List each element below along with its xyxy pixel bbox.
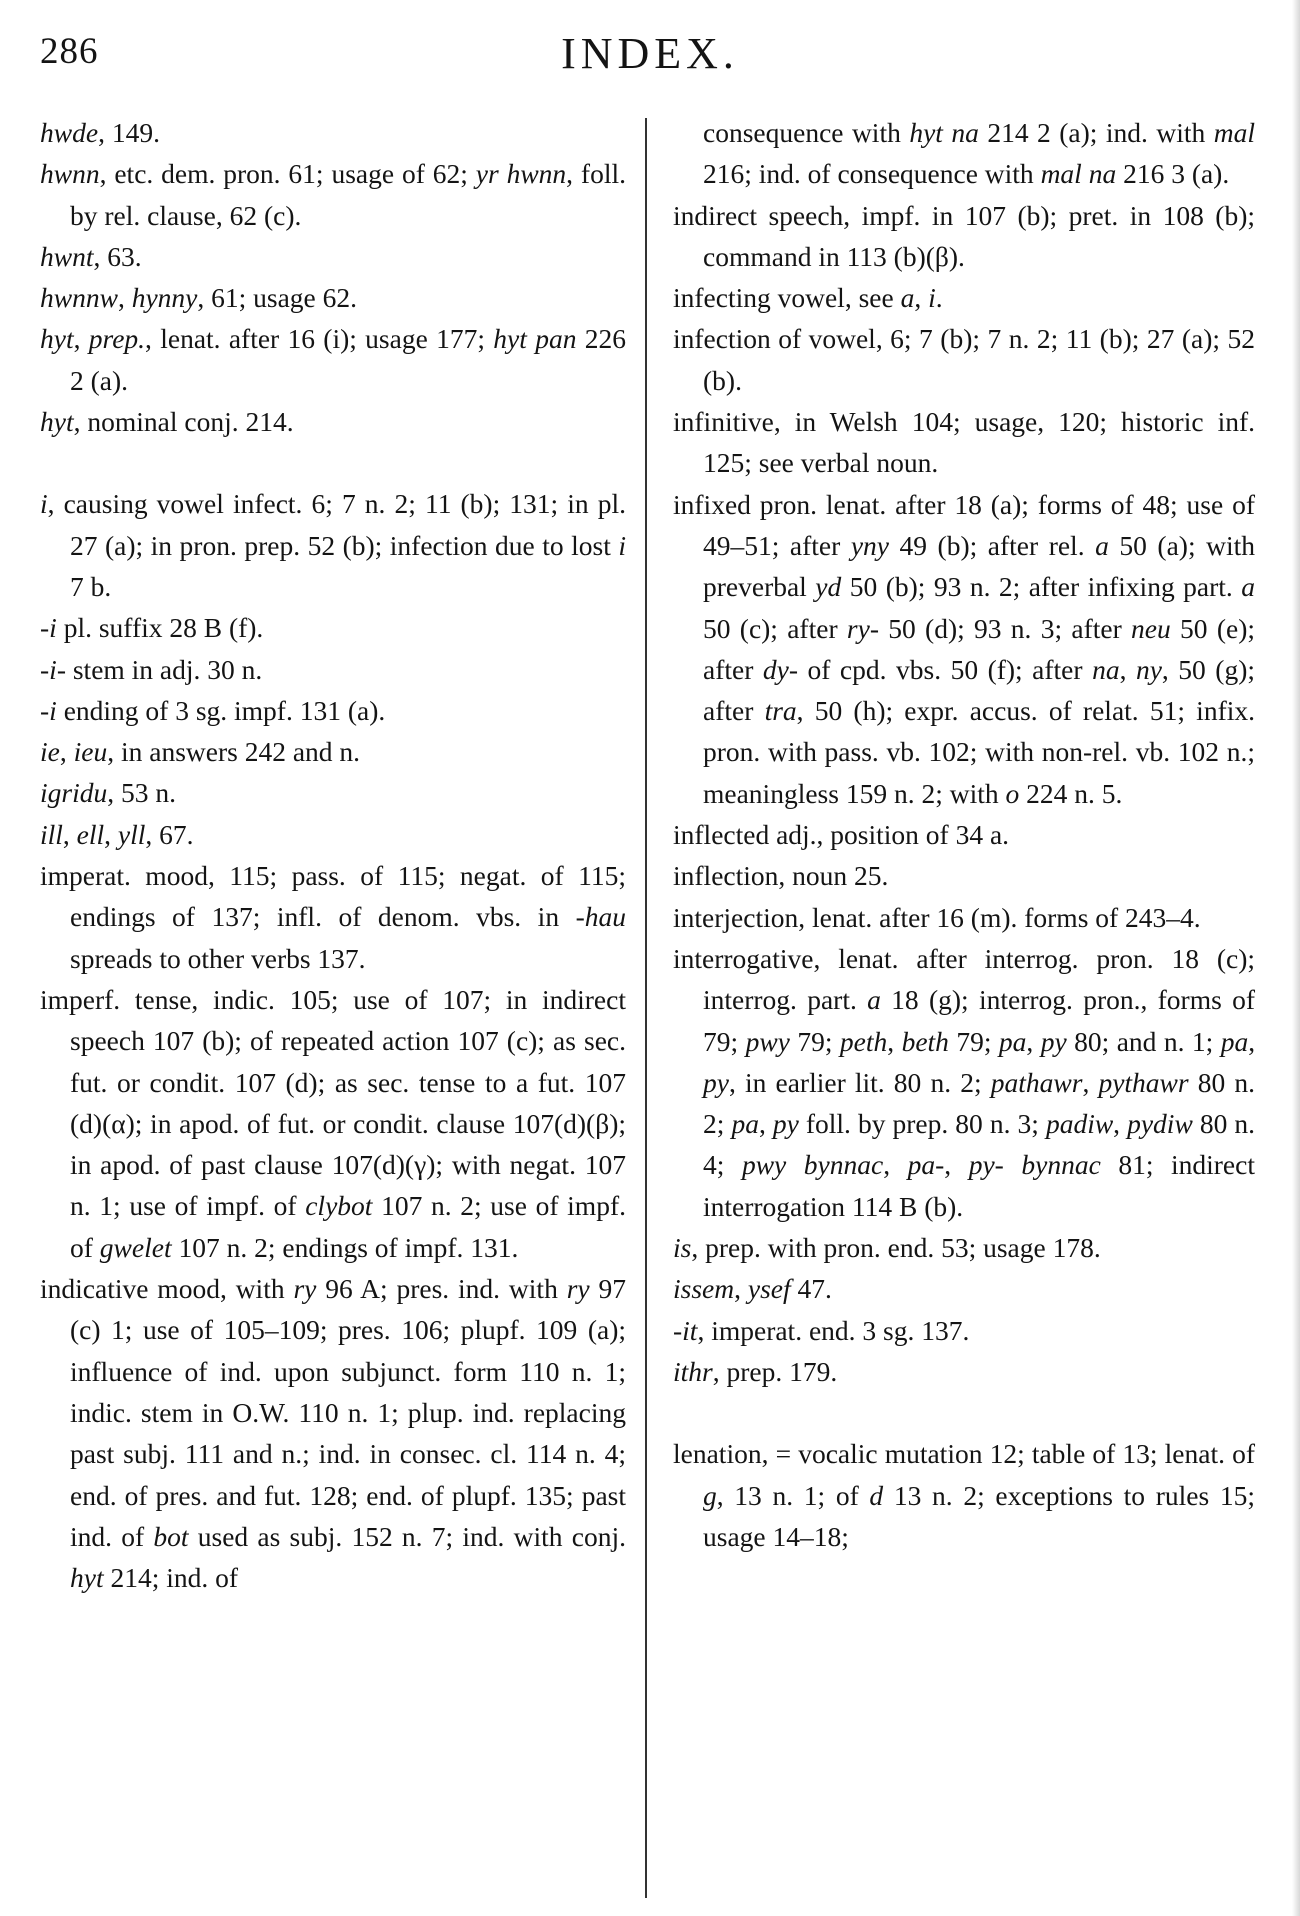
index-entry: inflection, noun 25.	[673, 860, 889, 892]
index-entry: -it, imperat. end. 3 sg. 137.	[673, 1314, 970, 1346]
index-entry: imperf. tense, indic. 105; use of 107; in indirect speech 107 (b); of repeated action 107 (c); as sec. fut. or condit. 107 (d); as sec. tense to a fut. 107 (d)(α); in apod. of fut. or condit. clause 107(d)(β); in apod. of past clause 107(d)(γ); with negat. 107 n. 1; use of impf. of clybot 107 n. 2; use of impf. of gwelet 107 n. 2; endings of impf. 131.	[40, 983, 626, 1263]
index-entry: lenation, = vocalic mutation 12; table of 13; lenat. of g, 13 n. 1; of d 13 n. 2; exceptions to rules 15; usage 14–18;	[673, 1438, 1255, 1552]
index-entry: interrogative, lenat. after interrog. pron. 18 (c); interrog. part. a 18 (g); interrog. pron., forms of 79; pwy 79; peth, beth 79; pa, py 80; and n. 1; pa, py, in earlier lit. 80 n. 2; pathawr, pythawr 80 n. 2; pa, py foll. by prep. 80 n. 3; padiw, pydiw 80 n. 4; pwy bynnac, pa-, py- bynnac 81; indirect interrogation 114 B (b).	[673, 942, 1256, 1222]
index-entry: ithr, prep. 179.	[673, 1355, 838, 1387]
index-entry: hyt, prep., lenat. after 16 (i); usage 177; hyt pan 226 2 (a).	[40, 323, 626, 396]
index-entry: igridu, 53 n.	[40, 777, 176, 809]
index-entry: interjection, lenat. after 16 (m). forms of 243–4.	[673, 901, 1201, 933]
index-entry: inflected adj., position of 34 a.	[673, 819, 1010, 851]
index-entry: hyt, nominal conj. 214.	[40, 406, 294, 438]
index-entry: infixed pron. lenat. after 18 (a); forms of 48; use of 49–51; after yny 49 (b); after rel. a 50 (a); with preverbal yd 50 (b); 93 n. 2; after infixing part. a 50 (c); after ry- 50 (d); 93 n. 3; after neu 50 (e); after dy- of cpd. vbs. 50 (f); after na, ny, 50 (g); after tra, 50 (h); expr. accus. of relat. 51; infix. pron. with pass. vb. 102; with non-rel. vb. 102 n.; meaningless 159 n. 2; with o 224 n. 5.	[673, 488, 1256, 809]
index-entry: hwnnw, hynny, 61; usage 62.	[40, 282, 357, 314]
index-entry: issem, ysef 47.	[673, 1273, 832, 1305]
index-column-right	[673, 112, 1255, 1557]
index-entry: indicative mood, with ry 96 A; pres. ind. with ry 97 (c) 1; use of 105–109; pres. 106; plupf. 109 (a); influence of ind. upon subjunct. form 110 n. 1; indic. stem in O.W. 110 n. 1; plup. ind. replacing past subj. 111 and n.; ind. in consec. cl. 114 n. 4; end. of pres. and fut. 128; end. of plupf. 135; past ind. of bot used as subj. 152 n. 7; ind. with conj. hyt 214; ind. of	[40, 1273, 626, 1594]
index-entry: i, causing vowel infect. 6; 7 n. 2; 11 (b); 131; in pl. 27 (a); in pron. prep. 52 (b); infection due to lost i 7 b.	[40, 488, 626, 602]
index-entry: infinitive, in Welsh 104; usage, 120; historic inf. 125; see verbal noun.	[673, 406, 1255, 479]
index-entry: ill, ell, yll, 67.	[40, 818, 194, 850]
index-entry: consequence with hyt na 214 2 (a); ind. with mal 216; ind. of consequence with mal na 216 3 (a).	[703, 117, 1255, 190]
index-entry: infecting vowel, see a, i.	[673, 282, 943, 314]
index-entry: hwnt, 63.	[40, 240, 142, 272]
index-entry: ie, ieu, in answers 242 and n.	[40, 736, 361, 768]
index-entry: hwnn, etc. dem. pron. 61; usage of 62; yr hwnn, foll. by rel. clause, 62 (c).	[40, 158, 626, 231]
index-entry: imperat. mood, 115; pass. of 115; negat. of 115; endings of 137; infl. of denom. vbs. in -hau spreads to other verbs 137.	[40, 860, 626, 974]
index-entry: indirect speech, impf. in 107 (b); pret. in 108 (b); command in 113 (b)(β).	[673, 199, 1255, 272]
page-number: 286	[40, 31, 99, 72]
index-entry: hwde, 149.	[40, 117, 160, 148]
index-column-left	[40, 112, 626, 1598]
section-gap	[673, 1392, 1255, 1433]
column-divider	[645, 118, 647, 1898]
index-entry: -i ending of 3 sg. impf. 131 (a).	[40, 694, 386, 726]
index-entry: -i- stem in adj. 30 n.	[40, 653, 263, 685]
index-entry: infection of vowel, 6; 7 (b); 7 n. 2; 11 (b); 27 (a); 52 (b).	[673, 323, 1255, 396]
index-entry: is, prep. with pron. end. 53; usage 178.	[673, 1232, 1101, 1264]
section-gap	[40, 442, 626, 483]
page-edge-shadow	[1292, 0, 1300, 1916]
index-entry: -i pl. suffix 28 B (f).	[40, 612, 264, 644]
page-title: INDEX.	[561, 29, 739, 78]
